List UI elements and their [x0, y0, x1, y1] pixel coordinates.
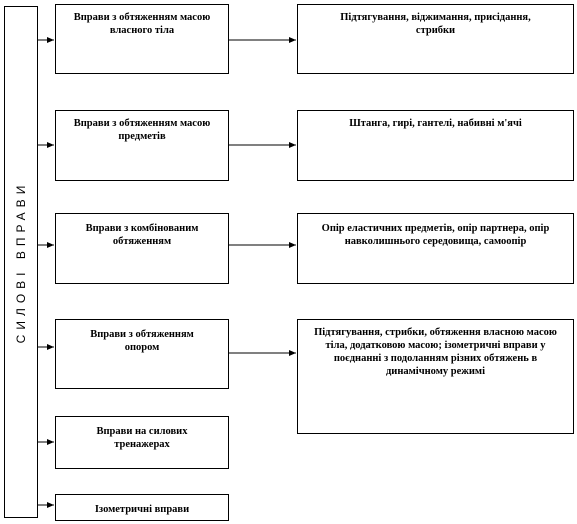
diagram-title-wrap	[4, 6, 38, 518]
diagram-title: СИЛОВІ ВПРАВИ	[14, 180, 28, 344]
category-box-5	[55, 416, 229, 469]
category-label-1: Вправи з обтяженням масою власного тіла	[73, 12, 211, 36]
detail-text-4: Підтягування, стрибки, обтяження власною масою тіла, додатковою масою; ізометричні вправи у поєднанні з подоланням різних обтяжень в динамічному режимі	[314, 327, 557, 377]
detail-text-1: Підтягування, віджимання, присідання, стрибки	[340, 12, 531, 36]
detail-box-4	[297, 319, 574, 434]
category-label-4: Вправи з обтяженням опором	[90, 329, 194, 353]
category-box-1	[55, 4, 229, 74]
category-box-6	[55, 494, 229, 521]
detail-text-3: Опір еластичних предметів, опір партнера, опір навколишнього середовища, самоопір	[321, 223, 550, 247]
detail-box-1	[297, 4, 574, 74]
category-label-2: Вправи з обтяженням масою предметів	[73, 118, 211, 142]
category-label-3: Вправи з комбінованим обтяженням	[85, 223, 199, 247]
category-label-6: Ізометричні вправи	[94, 504, 190, 515]
detail-text-2: Штанга, гирі, гантелі, набивні м'ячі	[349, 118, 522, 129]
detail-box-2	[297, 110, 574, 181]
detail-box-3	[297, 213, 574, 284]
category-box-4	[55, 319, 229, 389]
category-label-5: Вправи на силових тренажерах	[96, 426, 188, 450]
category-box-2	[55, 110, 229, 181]
category-box-3	[55, 213, 229, 284]
